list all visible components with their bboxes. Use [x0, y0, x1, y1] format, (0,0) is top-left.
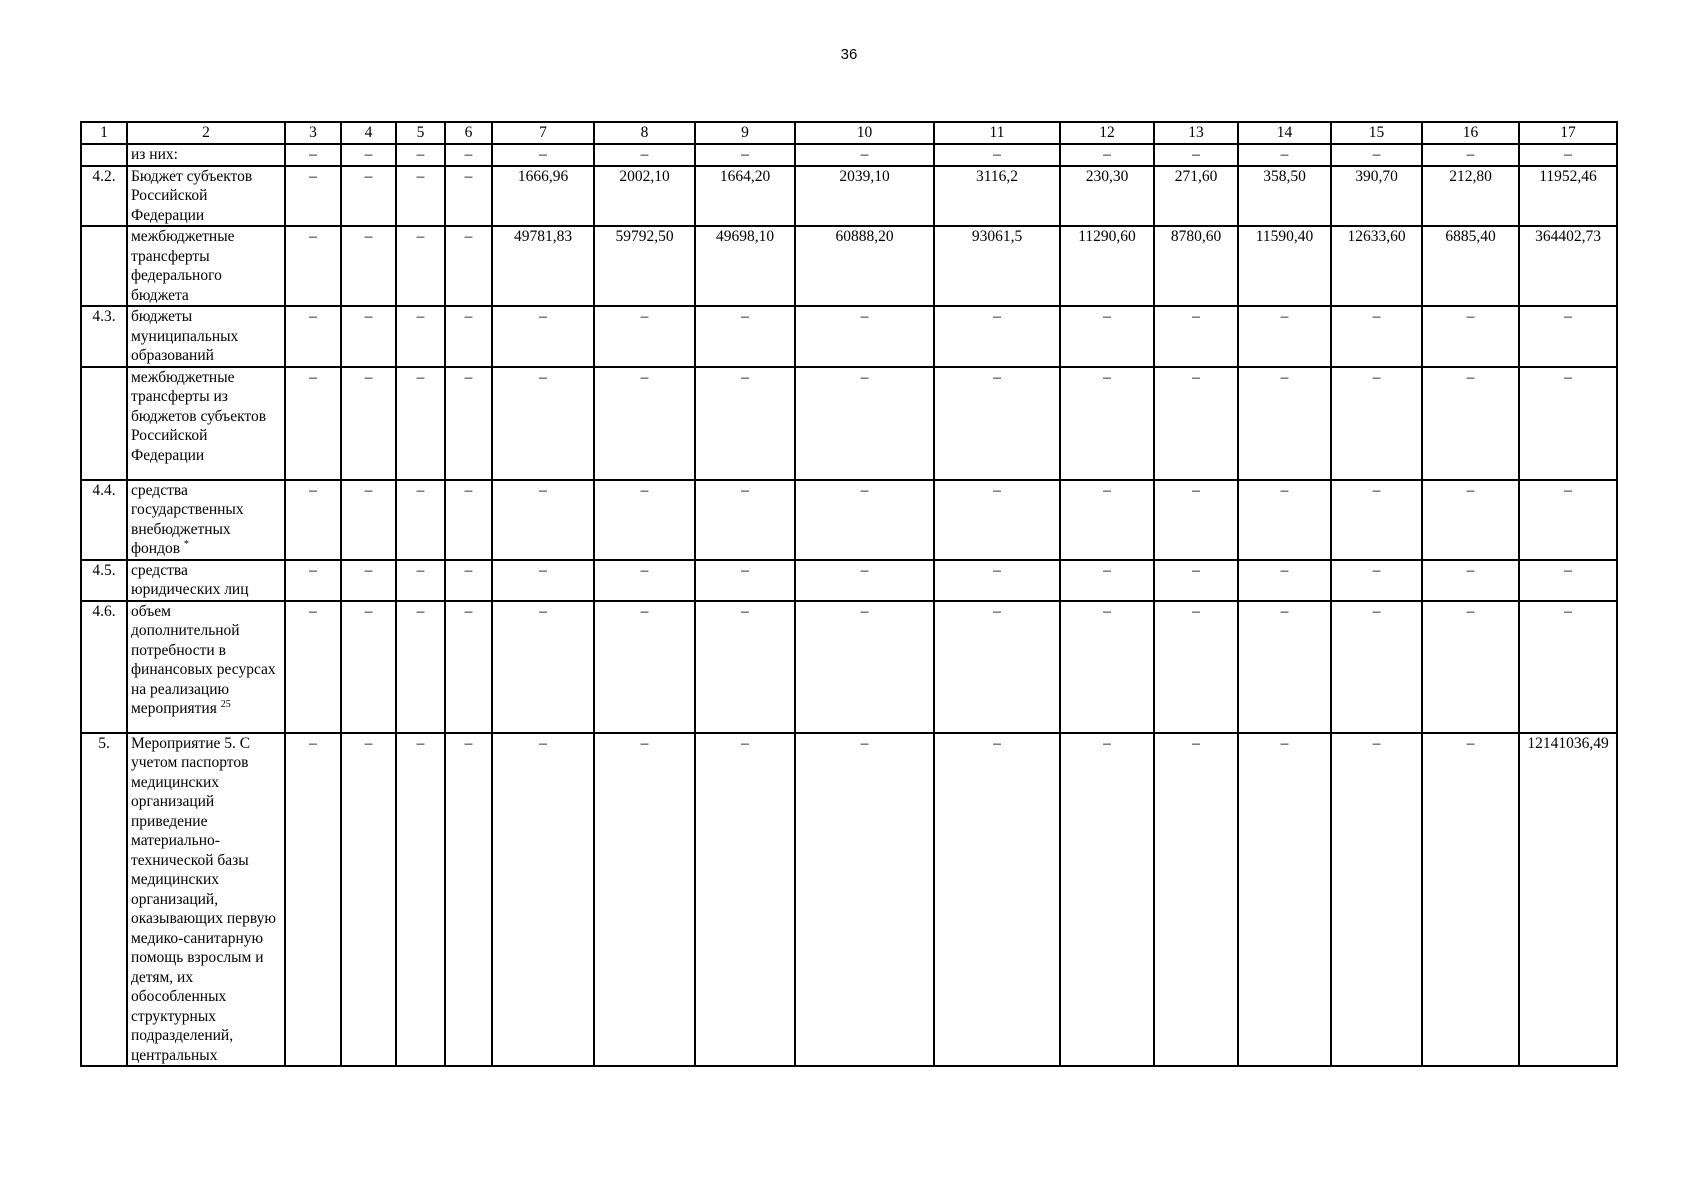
- table-row: [81, 226, 1617, 306]
- row-number: [81, 367, 127, 480]
- value-cell: –: [1154, 144, 1238, 166]
- value-cell: –: [285, 144, 341, 166]
- table-row: [81, 601, 1617, 733]
- value-cell: –: [341, 480, 396, 560]
- value-cell: –: [285, 601, 341, 733]
- value-cell: 12633,60: [1331, 226, 1422, 306]
- table-row: [81, 560, 1617, 601]
- value-cell: –: [492, 601, 594, 733]
- value-cell: 11290,60: [1060, 226, 1154, 306]
- value-cell: –: [934, 560, 1060, 601]
- value-cell: –: [695, 560, 795, 601]
- value-cell: –: [594, 560, 695, 601]
- value-cell: 2002,10: [594, 166, 695, 227]
- value-cell: –: [445, 560, 492, 601]
- value-cell: –: [445, 306, 492, 367]
- value-cell: 49698,10: [695, 226, 795, 306]
- value-cell: –: [396, 226, 445, 306]
- value-cell: –: [396, 306, 445, 367]
- value-cell: –: [594, 367, 695, 480]
- value-cell: –: [445, 226, 492, 306]
- value-cell: –: [285, 367, 341, 480]
- table-row: [81, 480, 1617, 560]
- value-cell: –: [396, 733, 445, 1067]
- value-cell: –: [341, 733, 396, 1067]
- value-cell: –: [1238, 733, 1331, 1067]
- value-cell: –: [1519, 560, 1617, 601]
- value-cell: –: [934, 733, 1060, 1067]
- column-header: 5: [396, 122, 445, 144]
- value-cell: –: [1154, 367, 1238, 480]
- row-name-text: из них:: [131, 145, 178, 163]
- page-number: 36: [840, 46, 858, 63]
- value-cell: –: [285, 166, 341, 227]
- row-name-text: средства юридических лиц: [131, 561, 249, 598]
- row-name: [127, 601, 285, 733]
- value-cell: –: [934, 306, 1060, 367]
- row-number: 4.5.: [81, 560, 127, 601]
- value-cell: –: [1331, 560, 1422, 601]
- value-cell: 230,30: [1060, 166, 1154, 227]
- value-cell: 8780,60: [1154, 226, 1238, 306]
- column-header: 6: [445, 122, 492, 144]
- value-cell: –: [1060, 560, 1154, 601]
- value-cell: –: [1519, 144, 1617, 166]
- value-cell: –: [1238, 601, 1331, 733]
- value-cell: –: [492, 306, 594, 367]
- value-cell: –: [1331, 480, 1422, 560]
- table-row: [81, 306, 1617, 367]
- row-number: 5.: [81, 733, 127, 1067]
- column-header: 1: [81, 122, 127, 144]
- value-cell: –: [341, 560, 396, 601]
- row-name: [127, 733, 285, 1067]
- value-cell: –: [1519, 367, 1617, 480]
- value-cell: –: [396, 144, 445, 166]
- value-cell: –: [695, 144, 795, 166]
- value-cell: –: [396, 560, 445, 601]
- value-cell: 6885,40: [1422, 226, 1519, 306]
- value-cell: –: [1331, 306, 1422, 367]
- value-cell: 358,50: [1238, 166, 1331, 227]
- value-cell: 390,70: [1331, 166, 1422, 227]
- value-cell: –: [1154, 601, 1238, 733]
- column-header: 9: [695, 122, 795, 144]
- column-header: 14: [1238, 122, 1331, 144]
- value-cell: 12141036,49: [1519, 733, 1617, 1067]
- column-header: 3: [285, 122, 341, 144]
- value-cell: –: [1422, 480, 1519, 560]
- value-cell: –: [695, 480, 795, 560]
- value-cell: –: [795, 306, 934, 367]
- value-cell: –: [396, 601, 445, 733]
- value-cell: –: [1060, 306, 1154, 367]
- value-cell: –: [1060, 733, 1154, 1067]
- row-name-text: Мероприятие 5. С учетом паспортов медицинских организаций приведение материально-технической базы медицинских организаций, оказывающих первую медико-санитарную помощь взрослым и детям, их обособленных структурных подразделений, центральных: [131, 734, 276, 1064]
- row-number: 4.3.: [81, 306, 127, 367]
- value-cell: –: [285, 560, 341, 601]
- value-cell: –: [445, 601, 492, 733]
- value-cell: –: [594, 144, 695, 166]
- value-cell: –: [795, 367, 934, 480]
- value-cell: –: [396, 480, 445, 560]
- value-cell: –: [285, 226, 341, 306]
- row-number: [81, 144, 127, 166]
- value-cell: 1664,20: [695, 166, 795, 227]
- value-cell: –: [795, 144, 934, 166]
- value-cell: –: [1331, 733, 1422, 1067]
- value-cell: –: [1060, 480, 1154, 560]
- value-cell: –: [492, 144, 594, 166]
- value-cell: 59792,50: [594, 226, 695, 306]
- value-cell: –: [1154, 733, 1238, 1067]
- value-cell: –: [795, 601, 934, 733]
- value-cell: –: [594, 733, 695, 1067]
- value-cell: –: [1060, 367, 1154, 480]
- value-cell: –: [1154, 560, 1238, 601]
- value-cell: –: [934, 480, 1060, 560]
- column-header: 2: [127, 122, 285, 144]
- budget-table: [80, 121, 1618, 1067]
- value-cell: –: [934, 601, 1060, 733]
- value-cell: –: [1422, 733, 1519, 1067]
- value-cell: –: [795, 480, 934, 560]
- value-cell: –: [1331, 367, 1422, 480]
- value-cell: 11952,46: [1519, 166, 1617, 227]
- value-cell: –: [492, 367, 594, 480]
- row-number: 4.2.: [81, 166, 127, 227]
- table-row: [81, 166, 1617, 227]
- value-cell: –: [341, 144, 396, 166]
- header-row: [81, 122, 1617, 144]
- footnote-marker: 25: [220, 698, 231, 710]
- value-cell: –: [445, 367, 492, 480]
- value-cell: –: [285, 733, 341, 1067]
- value-cell: –: [1238, 306, 1331, 367]
- value-cell: 93061,5: [934, 226, 1060, 306]
- value-cell: –: [594, 306, 695, 367]
- table-row: [81, 144, 1617, 166]
- row-name-text: межбюджетные трансферты из бюджетов субъектов Российской Федерации: [131, 368, 267, 464]
- row-name: [127, 166, 285, 227]
- value-cell: –: [1422, 560, 1519, 601]
- footnote-marker: *: [183, 538, 189, 550]
- column-header: 17: [1519, 122, 1617, 144]
- row-number: [81, 226, 127, 306]
- value-cell: 271,60: [1154, 166, 1238, 227]
- row-number: 4.4.: [81, 480, 127, 560]
- row-name: [127, 367, 285, 480]
- value-cell: –: [934, 367, 1060, 480]
- value-cell: –: [285, 306, 341, 367]
- row-name: [127, 480, 285, 560]
- value-cell: –: [1238, 480, 1331, 560]
- value-cell: 1666,96: [492, 166, 594, 227]
- value-cell: –: [341, 367, 396, 480]
- column-header: 8: [594, 122, 695, 144]
- value-cell: –: [341, 306, 396, 367]
- value-cell: 11590,40: [1238, 226, 1331, 306]
- value-cell: –: [1519, 306, 1617, 367]
- row-name-text: межбюджетные трансферты федерального бюджета: [131, 228, 235, 304]
- value-cell: –: [1238, 560, 1331, 601]
- column-header: 12: [1060, 122, 1154, 144]
- value-cell: –: [1060, 144, 1154, 166]
- row-name: [127, 226, 285, 306]
- value-cell: –: [1154, 306, 1238, 367]
- column-header: 4: [341, 122, 396, 144]
- column-header: 15: [1331, 122, 1422, 144]
- value-cell: –: [695, 733, 795, 1067]
- value-cell: –: [492, 560, 594, 601]
- value-cell: –: [285, 480, 341, 560]
- value-cell: 60888,20: [795, 226, 934, 306]
- table-row: [81, 367, 1617, 480]
- value-cell: –: [341, 166, 396, 227]
- column-header: 16: [1422, 122, 1519, 144]
- value-cell: –: [396, 166, 445, 227]
- value-cell: –: [396, 367, 445, 480]
- value-cell: –: [1519, 480, 1617, 560]
- value-cell: –: [795, 560, 934, 601]
- column-header: 7: [492, 122, 594, 144]
- value-cell: 3116,2: [934, 166, 1060, 227]
- row-name-text: средства государственных внебюджетных фондов: [131, 481, 244, 557]
- value-cell: –: [445, 480, 492, 560]
- value-cell: –: [1519, 601, 1617, 733]
- value-cell: –: [695, 306, 795, 367]
- value-cell: –: [594, 480, 695, 560]
- row-name: [127, 560, 285, 601]
- value-cell: –: [445, 144, 492, 166]
- value-cell: –: [1331, 601, 1422, 733]
- value-cell: –: [1422, 601, 1519, 733]
- value-cell: –: [594, 601, 695, 733]
- value-cell: 49781,83: [492, 226, 594, 306]
- value-cell: 364402,73: [1519, 226, 1617, 306]
- value-cell: –: [492, 733, 594, 1067]
- value-cell: –: [795, 733, 934, 1067]
- value-cell: –: [1422, 144, 1519, 166]
- column-header: 10: [795, 122, 934, 144]
- column-header: 13: [1154, 122, 1238, 144]
- value-cell: –: [1154, 480, 1238, 560]
- value-cell: –: [934, 144, 1060, 166]
- value-cell: 2039,10: [795, 166, 934, 227]
- value-cell: –: [445, 166, 492, 227]
- value-cell: –: [341, 601, 396, 733]
- value-cell: –: [1060, 601, 1154, 733]
- row-name-text: объем дополнительной потребности в финансовых ресурсах на реализацию мероприятия: [131, 602, 276, 717]
- value-cell: –: [1422, 367, 1519, 480]
- row-number: 4.6.: [81, 601, 127, 733]
- value-cell: –: [1331, 144, 1422, 166]
- value-cell: –: [341, 226, 396, 306]
- value-cell: 212,80: [1422, 166, 1519, 227]
- value-cell: –: [695, 601, 795, 733]
- table-row: [81, 733, 1617, 1067]
- column-header: 11: [934, 122, 1060, 144]
- value-cell: –: [695, 367, 795, 480]
- value-cell: –: [1238, 367, 1331, 480]
- row-name: [127, 306, 285, 367]
- value-cell: –: [1238, 144, 1331, 166]
- value-cell: –: [445, 733, 492, 1067]
- row-name-text: бюджеты муниципальных образований: [131, 308, 239, 364]
- value-cell: –: [1422, 306, 1519, 367]
- row-name-text: Бюджет субъектов Российской Федерации: [131, 167, 253, 224]
- row-name: [127, 144, 285, 166]
- value-cell: –: [492, 480, 594, 560]
